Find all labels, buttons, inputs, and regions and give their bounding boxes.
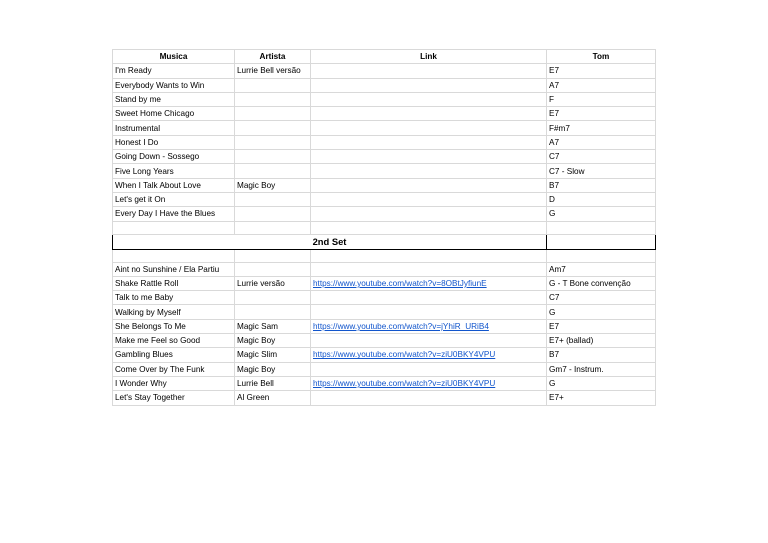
set2-title[interactable]: 2nd Set [113, 234, 547, 249]
table-row [113, 135, 656, 149]
cell-link[interactable] [311, 107, 547, 121]
table-row [113, 376, 656, 390]
table-row [113, 362, 656, 376]
cell-musica[interactable]: Every Day I Have the Blues [113, 207, 235, 221]
cell-link[interactable] [311, 78, 547, 92]
cell-musica[interactable]: When I Talk About Love [113, 178, 235, 192]
cell-tom[interactable]: C7 - Slow [547, 164, 656, 178]
cell-tom[interactable]: E7 [547, 107, 656, 121]
cell-link[interactable] [311, 319, 547, 333]
cell-link[interactable] [311, 334, 547, 348]
cell-tom[interactable]: A7 [547, 135, 656, 149]
cell-artista[interactable] [235, 207, 311, 221]
cell-link[interactable] [311, 376, 547, 390]
cell-tom[interactable]: F#m7 [547, 121, 656, 135]
cell-tom[interactable]: B7 [547, 348, 656, 362]
table-row [113, 150, 656, 164]
cell-artista[interactable]: Magic Sam [235, 319, 311, 333]
cell-musica[interactable]: Shake Rattle Roll [113, 276, 235, 290]
cell-tom[interactable]: Am7 [547, 262, 656, 276]
table-row [113, 334, 656, 348]
cell-link[interactable] [311, 150, 547, 164]
cell-artista[interactable]: Magic Slim [235, 348, 311, 362]
cell-link[interactable] [311, 276, 547, 290]
cell-artista[interactable]: Al Green [235, 391, 311, 405]
cell-link[interactable] [311, 291, 547, 305]
cell-link[interactable] [311, 262, 547, 276]
table-row [113, 348, 656, 362]
cell-link[interactable] [311, 178, 547, 192]
header-row [113, 50, 656, 64]
cell-tom[interactable]: A7 [547, 78, 656, 92]
cell-link[interactable] [311, 164, 547, 178]
cell-link[interactable] [311, 192, 547, 206]
table-row [113, 262, 656, 276]
cell-artista[interactable]: Lurrie Bell [235, 376, 311, 390]
cell-artista[interactable] [235, 291, 311, 305]
header-tom[interactable]: Tom [547, 50, 656, 64]
cell-tom[interactable]: E7+ (ballad) [547, 334, 656, 348]
cell-tom[interactable]: G [547, 305, 656, 319]
cell-link[interactable] [311, 348, 547, 362]
cell-link[interactable] [311, 135, 547, 149]
table-row [113, 178, 656, 192]
cell-artista[interactable] [235, 135, 311, 149]
cell-musica[interactable]: Aint no Sunshine / Ela Partiu [113, 262, 235, 276]
cell-artista[interactable] [235, 107, 311, 121]
cell-artista[interactable]: Magic Boy [235, 178, 311, 192]
header-musica[interactable]: Musica [113, 50, 235, 64]
table-row [113, 164, 656, 178]
table-row [113, 92, 656, 106]
cell-artista[interactable] [235, 305, 311, 319]
cell-musica[interactable]: Come Over by The Funk [113, 362, 235, 376]
cell-musica[interactable]: Stand by me [113, 92, 235, 106]
cell-link[interactable] [311, 64, 547, 78]
table-row [113, 107, 656, 121]
cell-artista[interactable]: Lurrie versão [235, 276, 311, 290]
table-row [113, 276, 656, 290]
table-row [113, 207, 656, 221]
cell-musica[interactable]: She Belongs To Me [113, 319, 235, 333]
cell-tom[interactable]: G - T Bone convenção [547, 276, 656, 290]
cell-musica[interactable]: Five Long Years [113, 164, 235, 178]
table-row [113, 78, 656, 92]
cell-artista[interactable] [235, 121, 311, 135]
cell-musica[interactable]: Honest I Do [113, 135, 235, 149]
setlist-table [112, 49, 656, 406]
cell-tom[interactable]: G [547, 207, 656, 221]
cell-artista[interactable] [235, 150, 311, 164]
cell-tom[interactable]: E7+ [547, 391, 656, 405]
cell-musica[interactable]: Instrumental [113, 121, 235, 135]
table-row [113, 305, 656, 319]
cell-artista[interactable] [235, 262, 311, 276]
youtube-link[interactable]: https://www.youtube.com/watch?v=ziU0BKY4VPU [313, 379, 496, 389]
cell-artista[interactable] [235, 164, 311, 178]
cell-artista[interactable] [235, 78, 311, 92]
cell-link[interactable] [311, 207, 547, 221]
cell-tom[interactable]: F [547, 92, 656, 106]
table-row [113, 291, 656, 305]
spacer-row [113, 249, 656, 262]
cell-tom[interactable]: Gm7 - Instrum. [547, 362, 656, 376]
cell-musica[interactable]: Walking by Myself [113, 305, 235, 319]
cell-link[interactable] [311, 92, 547, 106]
cell-tom[interactable]: D [547, 192, 656, 206]
cell-link[interactable] [311, 362, 547, 376]
youtube-link[interactable]: https://www.youtube.com/watch?v=jYhiR_URiB4 [313, 321, 489, 331]
cell-musica[interactable]: Talk to me Baby [113, 291, 235, 305]
header-artista[interactable]: Artista [235, 50, 311, 64]
spacer-row [113, 221, 656, 234]
cell-artista[interactable] [235, 192, 311, 206]
set2-title-empty-cell[interactable] [547, 234, 656, 249]
cell-tom[interactable]: C7 [547, 291, 656, 305]
table-row [113, 391, 656, 405]
cell-artista[interactable]: Magic Boy [235, 334, 311, 348]
cell-musica[interactable]: Make me Feel so Good [113, 334, 235, 348]
cell-musica[interactable]: Everybody Wants to Win [113, 78, 235, 92]
cell-musica[interactable]: Going Down - Sossego [113, 150, 235, 164]
set2-rows [113, 262, 656, 405]
header-link[interactable]: Link [311, 50, 547, 64]
cell-tom[interactable]: G [547, 376, 656, 390]
cell-tom[interactable]: E7 [547, 319, 656, 333]
cell-musica[interactable]: Let's Stay Together [113, 391, 235, 405]
cell-musica[interactable]: I'm Ready [113, 64, 235, 78]
cell-link[interactable] [311, 391, 547, 405]
table-row [113, 64, 656, 78]
cell-musica[interactable]: Let's get it On [113, 192, 235, 206]
set2-header-row [113, 234, 656, 249]
cell-musica[interactable]: Sweet Home Chicago [113, 107, 235, 121]
youtube-link[interactable]: https://www.youtube.com/watch?v=ziU0BKY4VPU [313, 350, 496, 360]
cell-tom[interactable]: C7 [547, 150, 656, 164]
table-row [113, 319, 656, 333]
cell-link[interactable] [311, 121, 547, 135]
set1-rows [113, 64, 656, 221]
cell-link[interactable] [311, 305, 547, 319]
cell-artista[interactable]: Lurrie Bell versão [235, 64, 311, 78]
cell-musica[interactable]: I Wonder Why [113, 376, 235, 390]
table-row [113, 121, 656, 135]
cell-musica[interactable]: Gambling Blues [113, 348, 235, 362]
cell-artista[interactable]: Magic Boy [235, 362, 311, 376]
table-row [113, 192, 656, 206]
cell-artista[interactable] [235, 92, 311, 106]
cell-tom[interactable]: B7 [547, 178, 656, 192]
youtube-link[interactable]: https://www.youtube.com/watch?v=8OBtJyfiunE [313, 279, 487, 288]
cell-tom[interactable]: E7 [547, 64, 656, 78]
